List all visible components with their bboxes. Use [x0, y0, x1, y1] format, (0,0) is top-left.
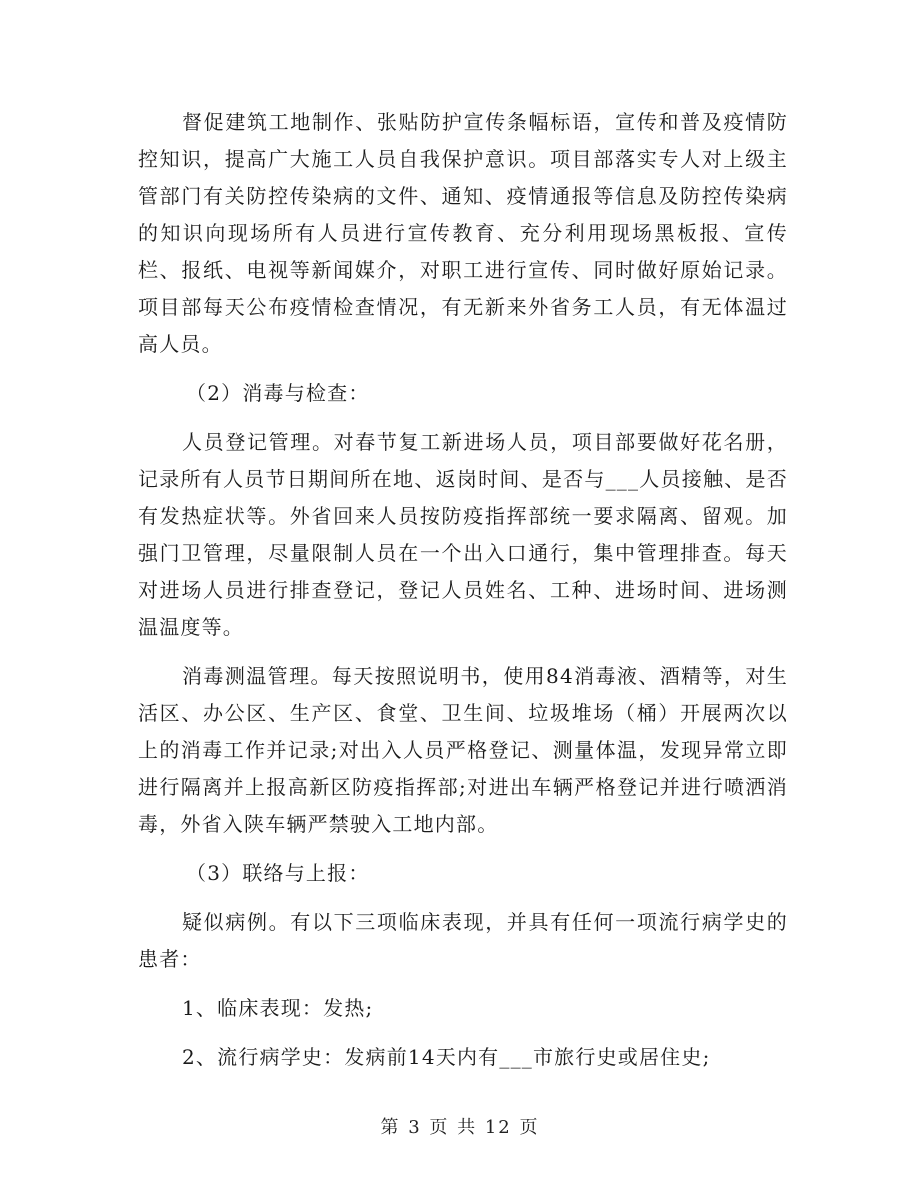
page-footer: 第 3 页 共 12 页	[380, 1117, 540, 1138]
list-item-epidemiology: 2、流行病学史：发病前14天内有___市旅行史或居住史;	[182, 1045, 711, 1069]
list-item-clinical: 1、临床表现：发热;	[182, 996, 374, 1020]
paragraph-suspected-case: 疑似病例。有以下三项临床表现，并具有任何一项流行病学史的患者：	[138, 910, 788, 971]
paragraph-disinfection-temperature: 消毒测温管理。每天按照说明书，使用84消毒液、酒精等，对生活区、办公区、生产区、食堂、卫生间、垃圾堆场（桶）开展两次以上的消毒工作并记录;对出入人员严格登记、测量体温，发现异常立即进行隔离并上报高新区防疫指挥部;对进出车辆严格登记并进行喷洒消毒，外省入陕车辆严禁驶入工地内部。	[138, 664, 788, 836]
paragraph-publicity: 督促建筑工地制作、张贴防护宣传条幅标语，宣传和普及疫情防控知识，提高广大施工人员自我保护意识。项目部落实专人对上级主管部门有关防控传染病的文件、通知、疫情通报等信息及防控传染病的知识向现场所有人员进行宣传教育、充分利用现场黑板报、宣传栏、报纸、电视等新闻媒介，对职工进行宣传、同时做好原始记录。项目部每天公布疫情检查情况，有无新来外省务工人员，有无体温过高人员。	[138, 110, 788, 356]
heading-liaison-reporting: （3）联络与上报：	[186, 861, 370, 885]
paragraph-personnel-registration: 人员登记管理。对春节复工新进场人员，项目部要做好花名册，记录所有人员节日期间所在地、返岗时间、是否与___人员接触、是否有发热症状等。外省回来人员按防疫指挥部统一要求隔离、留观。加强门卫管理，尽量限制人员在一个出入口通行，集中管理排查。每天对进场人员进行排查登记，登记人员姓名、工种、进场时间、进场测温温度等。	[138, 430, 788, 639]
document-body	[138, 104, 788, 1088]
heading-disinfection-inspection: （2）消毒与检查：	[186, 381, 370, 405]
